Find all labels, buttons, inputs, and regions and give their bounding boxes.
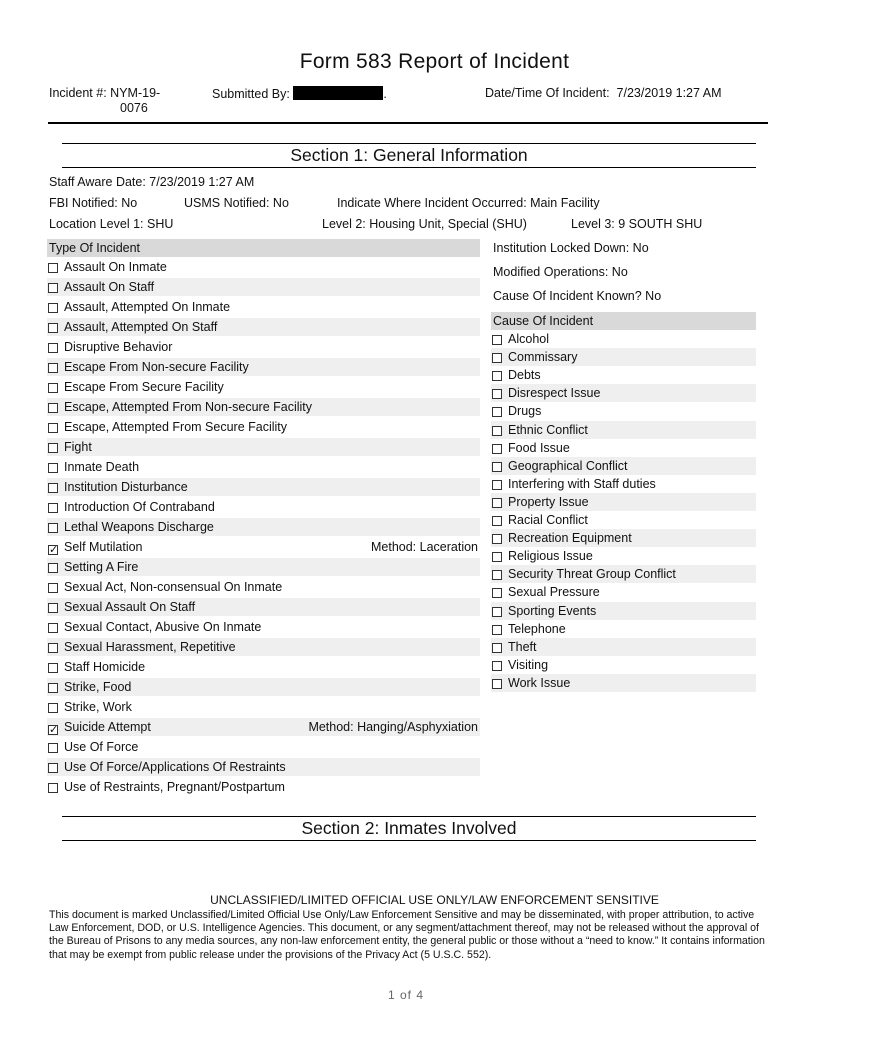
header-divider <box>48 122 768 124</box>
incident-type-row <box>47 378 480 396</box>
incident-type-label: Use Of Force <box>64 740 139 754</box>
incident-type-label: Lethal Weapons Discharge <box>64 520 214 534</box>
cause-label: Sexual Pressure <box>508 585 600 600</box>
checkbox-icon[interactable] <box>48 423 58 433</box>
checkbox-icon[interactable] <box>48 663 58 673</box>
cause-label: Recreation Equipment <box>508 531 632 546</box>
incident-line2: 0076 <box>120 101 148 115</box>
cause-label: Disrespect Issue <box>508 386 601 401</box>
checkbox-icon[interactable] <box>492 552 502 562</box>
checkbox-icon[interactable] <box>48 483 58 493</box>
incident-type-row <box>47 318 480 336</box>
incident-type-label: Fight <box>64 440 92 454</box>
incident-type-label: Suicide Attempt <box>64 720 151 734</box>
cause-label: Drugs <box>508 404 542 419</box>
cause-label: Food Issue <box>508 440 570 455</box>
checkbox-icon[interactable] <box>48 343 58 353</box>
cause-row <box>491 565 756 583</box>
checkbox-icon[interactable] <box>492 335 502 345</box>
submitted-label: Submitted By: <box>212 87 290 101</box>
checkbox-icon[interactable] <box>48 323 58 333</box>
usms-notified: USMS Notified: No <box>184 196 289 210</box>
cause-label: Debts <box>508 368 541 383</box>
incident-number <box>49 86 160 101</box>
incident-location: Indicate Where Incident Occurred: Main Facility <box>337 196 600 210</box>
incident-type-row <box>47 338 480 356</box>
incident-type-label: Introduction Of Contraband <box>64 500 215 514</box>
fbi-notified: FBI Notified: No <box>49 196 138 210</box>
location-level2: Level 2: Housing Unit, Special (SHU) <box>322 217 527 231</box>
incident-type-row <box>47 278 480 296</box>
checkbox-icon[interactable] <box>48 403 58 413</box>
incident-type-label: Use of Restraints, Pregnant/Postpartum <box>64 780 285 794</box>
section1-top-line <box>62 143 756 144</box>
incident-type-row <box>47 358 480 376</box>
submitted-after: . <box>383 87 387 101</box>
checkbox-icon[interactable] <box>48 443 58 453</box>
cause-label: Telephone <box>508 621 566 636</box>
checkbox-icon[interactable] <box>492 570 502 580</box>
incident-type-row <box>47 438 480 456</box>
cause-row <box>491 511 756 529</box>
incident-type-row <box>47 418 480 436</box>
incident-type-row <box>47 658 480 676</box>
classification-banner: UNCLASSIFIED/LIMITED OFFICIAL USE ONLY/LAW ENFORCEMENT SENSITIVE <box>210 893 659 907</box>
checkbox-icon[interactable] <box>48 783 58 793</box>
checkbox-icon[interactable] <box>48 603 58 613</box>
cause-row <box>491 402 756 420</box>
checkbox-checked-icon[interactable]: ✓ <box>49 544 59 556</box>
incident-type-row <box>47 498 480 516</box>
modified-operations: Modified Operations: No <box>493 265 628 279</box>
cause-known: Cause Of Incident Known? No <box>493 289 662 303</box>
section2-top-line <box>62 816 756 817</box>
incident-label: Incident #: <box>49 86 107 100</box>
page-title: Form 583 Report of Incident <box>299 50 570 73</box>
cause-label: Commissary <box>508 350 578 365</box>
incident-type-row <box>47 478 480 496</box>
checkbox-icon[interactable] <box>48 583 58 593</box>
redaction-box <box>293 86 383 100</box>
datetime-label: Date/Time Of Incident: <box>485 86 610 100</box>
incident-datetime <box>485 86 722 101</box>
cause-row <box>491 439 756 457</box>
checkbox-icon[interactable] <box>492 516 502 526</box>
cause-row <box>491 475 756 493</box>
submitted-by <box>212 86 387 102</box>
cause-row <box>491 638 756 656</box>
location-level1: Location Level 1: SHU <box>49 217 174 231</box>
checkbox-icon[interactable] <box>492 353 502 363</box>
cause-row <box>491 493 756 511</box>
incident-type-label: Escape, Attempted From Non-secure Facility <box>64 400 313 414</box>
checkbox-icon[interactable] <box>492 661 502 671</box>
section1-title: Section 1: General Information <box>290 145 528 165</box>
checkbox-icon[interactable] <box>48 763 58 773</box>
checkbox-icon[interactable] <box>48 283 58 293</box>
checkbox-icon[interactable] <box>492 607 502 617</box>
incident-type-label: Strike, Food <box>64 680 132 694</box>
checkbox-icon[interactable] <box>48 363 58 373</box>
checkbox-icon[interactable] <box>48 263 58 273</box>
cause-label: Visiting <box>508 657 549 672</box>
cause-label: Alcohol <box>508 332 549 346</box>
incident-type-method: Method: Laceration <box>370 540 478 554</box>
cause-label: Interfering with Staff duties <box>508 476 656 491</box>
checkbox-icon[interactable] <box>492 679 502 689</box>
location-level3: Level 3: 9 SOUTH SHU <box>571 217 703 231</box>
cause-row <box>491 348 756 366</box>
checkbox-icon[interactable] <box>48 643 58 653</box>
checkbox-icon[interactable] <box>492 371 502 381</box>
incident-type-row <box>47 678 480 696</box>
cause-row <box>491 583 756 601</box>
checkbox-icon[interactable] <box>492 498 502 508</box>
incident-type-label: Assault On Inmate <box>64 260 167 274</box>
page-number: 1 of 4 <box>387 988 425 1002</box>
checkbox-icon[interactable] <box>48 383 58 393</box>
cause-label: Ethnic Conflict <box>508 422 588 437</box>
incident-type-label: Assault, Attempted On Staff <box>64 320 218 334</box>
incident-type-label: Use Of Force/Applications Of Restraints <box>64 760 286 774</box>
incident-type-label: Inmate Death <box>64 460 140 474</box>
incident-type-label: Self Mutilation <box>64 540 143 554</box>
incident-type-row <box>47 618 480 636</box>
incident-type-row <box>47 518 480 536</box>
checkbox-icon[interactable] <box>48 683 58 693</box>
checkbox-icon[interactable] <box>492 534 502 544</box>
cause-row <box>491 602 756 620</box>
incident-type-label: Sexual Act, Non-consensual On Inmate <box>64 580 283 594</box>
cause-label: Property Issue <box>508 494 589 509</box>
cause-label: Theft <box>508 639 537 654</box>
checkbox-icon[interactable] <box>48 563 58 573</box>
checkbox-icon[interactable] <box>48 503 58 513</box>
cause-row <box>491 547 756 565</box>
incident-type-label: Sexual Assault On Staff <box>64 600 196 614</box>
incident-type-row <box>47 558 480 576</box>
incident-type-label: Strike, Work <box>64 700 132 714</box>
checkbox-icon[interactable] <box>48 743 58 753</box>
incident-type-row <box>47 758 480 776</box>
institution-locked-down: Institution Locked Down: No <box>493 241 649 255</box>
incident-type-label: Escape From Secure Facility <box>64 380 224 394</box>
cause-row <box>491 366 756 384</box>
incident-type-row <box>47 398 480 416</box>
cause-label: Sporting Events <box>508 603 597 618</box>
incident-type-row <box>47 298 480 316</box>
checkbox-icon[interactable] <box>492 389 502 399</box>
cause-label: Work Issue <box>508 675 571 690</box>
checkbox-checked-icon[interactable]: ✓ <box>49 724 59 736</box>
cause-row <box>491 457 756 475</box>
section2-title: Section 2: Inmates Involved <box>301 818 517 838</box>
checkbox-icon[interactable] <box>492 625 502 635</box>
cause-row <box>491 674 756 692</box>
cause-row <box>491 620 756 638</box>
incident-type-label: Sexual Contact, Abusive On Inmate <box>64 620 262 634</box>
cause-label: Geographical Conflict <box>508 458 628 473</box>
incident-type-row <box>47 718 480 736</box>
incident-type-row <box>47 738 480 756</box>
incident-type-row <box>47 698 480 716</box>
incident-type-label: Escape, Attempted From Secure Facility <box>64 420 288 434</box>
section2-bottom-line <box>62 840 756 841</box>
incident-type-label: Setting A Fire <box>64 560 139 574</box>
incident-type-label: Sexual Harassment, Repetitive <box>64 640 236 654</box>
checkbox-icon[interactable] <box>48 703 58 713</box>
incident-type-row <box>47 578 480 596</box>
incident-type-row <box>47 538 480 556</box>
checkbox-icon[interactable] <box>492 462 502 472</box>
section1-bottom-line <box>62 167 756 168</box>
incident-type-label: Disruptive Behavior <box>64 340 173 354</box>
cause-row <box>491 529 756 547</box>
cause-of-incident-header: Cause Of Incident <box>491 312 756 330</box>
incident-type-method: Method: Hanging/Asphyxiation <box>308 720 478 734</box>
cause-label: Religious Issue <box>508 549 593 564</box>
cause-label: Racial Conflict <box>508 513 588 527</box>
incident-type-row <box>47 258 480 276</box>
staff-aware-date: Staff Aware Date: 7/23/2019 1:27 AM <box>49 175 255 189</box>
checkbox-icon[interactable] <box>48 463 58 473</box>
cause-row <box>491 421 756 439</box>
incident-type-row <box>47 598 480 616</box>
checkbox-icon[interactable] <box>492 480 502 490</box>
checkbox-icon[interactable] <box>48 523 58 533</box>
incident-type-row <box>47 638 480 656</box>
checkbox-icon[interactable] <box>492 588 502 598</box>
incident-type-row <box>47 778 480 796</box>
incident-type-row <box>47 458 480 476</box>
cause-row <box>491 330 756 348</box>
checkbox-icon[interactable] <box>492 426 502 436</box>
cause-row <box>491 656 756 674</box>
dissemination-notice: This document is marked Unclassified/Limited Official Use Only/Law Enforcement Sensitive and may be disseminated, with proper attribution, to active Law Enforcement, DOD, or U.S. Intelligence Agencies. This document, or any segment/attachment thereof, may not be released without the approval of the Bureau of Prisons to any media sources, any non-law enforcement entity, the general public or those without a “need to know.” It contains information that may be exempt from public release under the provisions of the Privacy Act (5 U.S.C. 552). <box>49 909 765 961</box>
incident-type-label: Assault On Staff <box>64 280 155 294</box>
datetime-value: 7/23/2019 1:27 AM <box>616 86 722 100</box>
checkbox-icon[interactable] <box>48 303 58 313</box>
type-of-incident-header: Type Of Incident <box>47 239 480 257</box>
incident-line1: NYM-19- <box>110 86 161 100</box>
checkbox-icon[interactable] <box>48 623 58 633</box>
cause-label: Security Threat Group Conflict <box>508 567 676 582</box>
checkbox-icon[interactable] <box>492 407 502 417</box>
incident-type-label: Institution Disturbance <box>64 480 188 494</box>
incident-type-label: Assault, Attempted On Inmate <box>64 300 231 314</box>
incident-type-label: Staff Homicide <box>64 660 146 674</box>
checkbox-icon[interactable] <box>492 444 502 454</box>
incident-type-label: Escape From Non-secure Facility <box>64 360 249 374</box>
checkbox-icon[interactable] <box>492 643 502 653</box>
cause-row <box>491 384 756 402</box>
